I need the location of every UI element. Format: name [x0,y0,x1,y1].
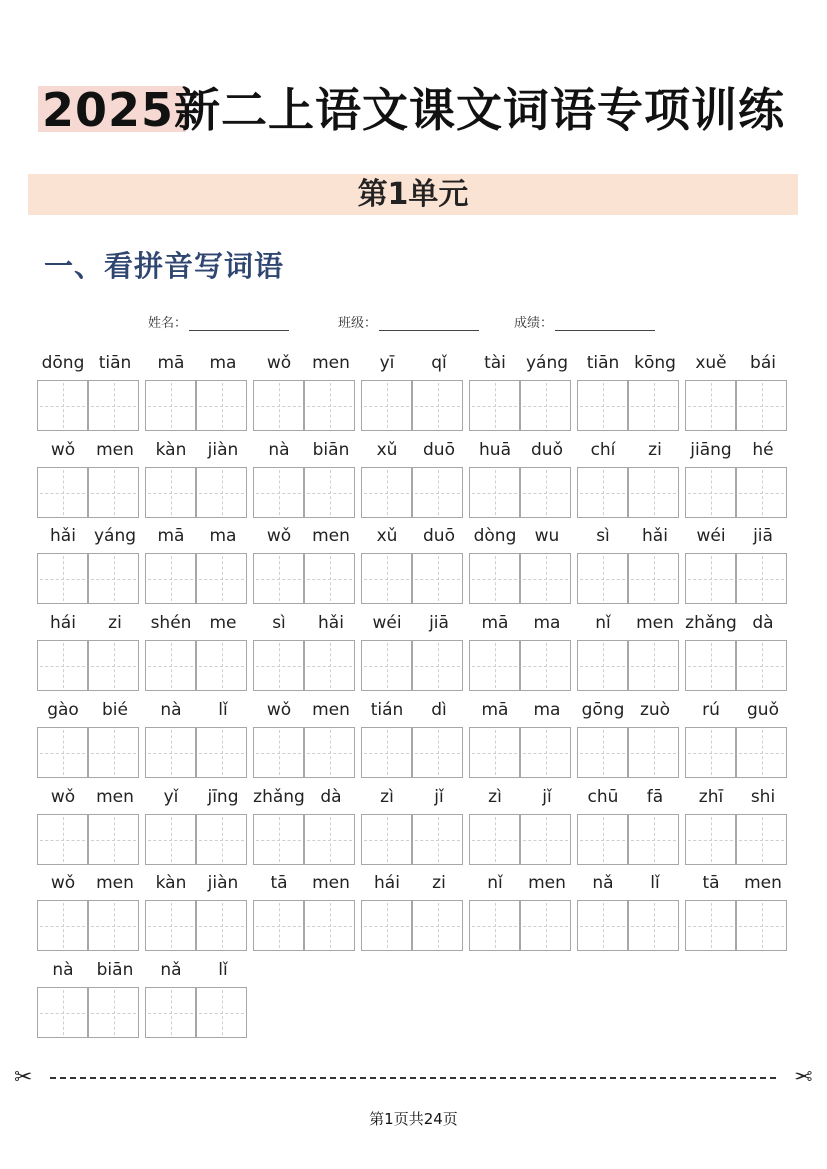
pinyin-syllable: jīng [207,787,239,807]
pinyin-syllable: yī [379,353,395,373]
writing-cell[interactable] [196,640,247,691]
pinyin-syllable: biān [96,960,134,980]
writing-cell[interactable] [253,900,304,951]
writing-cell[interactable] [145,900,196,951]
pinyin-syllable: tā [270,873,288,893]
pinyin-syllable: zuò [639,700,671,720]
pinyin-syllable: sì [272,613,286,633]
pinyin-syllable: zi [108,613,122,633]
pinyin-syllable: qǐ [431,353,447,373]
writing-cell[interactable] [37,814,88,865]
writing-cell[interactable] [520,727,571,778]
pinyin-syllable: rú [702,700,720,720]
pinyin-syllable: sì [596,526,610,546]
writing-cell[interactable] [304,640,355,691]
pinyin-syllable: nǎ [160,960,182,980]
writing-cell[interactable] [685,727,736,778]
pinyin-syllable: tián [370,700,404,720]
pinyin-syllable: gào [47,700,79,720]
writing-cell[interactable] [469,467,520,518]
writing-cell[interactable] [520,553,571,604]
writing-cell[interactable] [253,467,304,518]
pinyin-syllable: bái [750,353,776,373]
writing-cell[interactable] [628,380,679,431]
writing-cell[interactable] [88,814,139,865]
pinyin-syllable: kōng [634,353,676,373]
pinyin-syllable: mā [157,526,185,546]
writing-cell[interactable] [412,900,463,951]
writing-cell[interactable] [361,467,412,518]
writing-cell[interactable] [577,380,628,431]
pinyin-syllable: men [312,353,350,373]
writing-cell[interactable] [412,640,463,691]
writing-cell[interactable] [88,900,139,951]
writing-cell[interactable] [736,814,787,865]
pinyin-syllable: gōng [581,700,625,720]
pinyin-syllable: wéi [372,613,402,633]
pinyin-syllable: duō [423,440,455,460]
writing-cell[interactable] [361,900,412,951]
writing-cell[interactable] [628,640,679,691]
writing-cell[interactable] [469,553,520,604]
pinyin-syllable: men [636,613,674,633]
writing-cell[interactable] [628,467,679,518]
dashed-cut-line [50,1077,776,1079]
writing-cell[interactable] [37,380,88,431]
pinyin-syllable: ma [533,700,561,720]
pinyin-syllable: wǒ [50,440,76,460]
writing-cell[interactable] [736,553,787,604]
writing-cell[interactable] [88,380,139,431]
pinyin-syllable: dà [320,787,342,807]
pinyin-syllable: lǐ [650,873,660,893]
writing-cell[interactable] [736,727,787,778]
pinyin-syllable: men [96,787,134,807]
pinyin-syllable: mā [481,700,509,720]
writing-cell[interactable] [628,900,679,951]
writing-cell[interactable] [469,640,520,691]
writing-cell[interactable] [253,727,304,778]
writing-cell[interactable] [628,553,679,604]
pinyin-syllable: jiā [753,526,773,546]
pinyin-syllable: tiān [98,353,132,373]
pinyin-syllable: fā [646,787,664,807]
pinyin-syllable: wǒ [266,353,292,373]
pinyin-syllable: wǒ [50,873,76,893]
unit-label: 第1单元 [357,177,469,212]
pinyin-syllable: nǐ [487,873,503,893]
pinyin-syllable: kàn [155,440,187,460]
pinyin-syllable: wǒ [266,700,292,720]
writing-cell[interactable] [196,467,247,518]
pinyin-syllable: nǎ [592,873,614,893]
writing-cell[interactable] [88,467,139,518]
writing-cell[interactable] [37,553,88,604]
pinyin-syllable: chí [590,440,616,460]
scissors-icon: ✂ [793,1065,812,1090]
writing-cell[interactable] [361,553,412,604]
pinyin-syllable: men [744,873,782,893]
pinyin-syllable: hái [374,873,400,893]
writing-cell[interactable] [145,553,196,604]
pinyin-syllable: zì [380,787,394,807]
pinyin-syllable: wǒ [50,787,76,807]
pinyin-syllable: men [312,526,350,546]
pinyin-syllable: men [312,700,350,720]
writing-cell[interactable] [736,900,787,951]
pinyin-syllable: biān [312,440,350,460]
pinyin-syllable: jiàn [207,873,239,893]
pinyin-syllable: jiāng [690,440,732,460]
writing-cell[interactable] [469,900,520,951]
writing-cell[interactable] [736,380,787,431]
writing-cell[interactable] [412,467,463,518]
writing-cell[interactable] [577,467,628,518]
writing-cell[interactable] [628,727,679,778]
pinyin-syllable: zi [432,873,446,893]
pinyin-syllable: nǐ [595,613,611,633]
title-text: 二上语文课文词语专项训练 [221,83,786,137]
writing-cell[interactable] [304,553,355,604]
writing-cell[interactable] [304,727,355,778]
writing-cell[interactable] [37,987,88,1038]
pinyin-syllable: zhǎng [685,613,737,633]
pinyin-syllable: men [96,440,134,460]
writing-cell[interactable] [361,640,412,691]
name-label: 姓名： [148,316,188,331]
pinyin-syllable: nà [160,700,182,720]
pinyin-syllable: nà [52,960,74,980]
pinyin-syllable: jiàn [207,440,239,460]
pinyin-syllable: bié [102,700,128,720]
pinyin-syllable: duō [423,526,455,546]
writing-cell[interactable] [520,900,571,951]
pinyin-syllable: wǒ [266,526,292,546]
writing-cell[interactable] [37,640,88,691]
writing-cell[interactable] [685,553,736,604]
pinyin-syllable: hǎi [642,526,668,546]
writing-cell[interactable] [469,814,520,865]
writing-cell[interactable] [196,987,247,1038]
writing-cell[interactable] [88,553,139,604]
writing-cell[interactable] [196,553,247,604]
score-label: 成绩： [514,316,554,331]
writing-cell[interactable] [577,900,628,951]
writing-cell[interactable] [37,900,88,951]
writing-cell[interactable] [304,814,355,865]
writing-cell[interactable] [685,380,736,431]
writing-cell[interactable] [685,814,736,865]
pinyin-syllable: tài [484,353,506,373]
writing-cell[interactable] [577,727,628,778]
writing-cell[interactable] [196,900,247,951]
writing-cell[interactable] [412,814,463,865]
pinyin-syllable: me [209,613,237,633]
writing-cell[interactable] [145,727,196,778]
pinyin-syllable: chū [587,787,619,807]
pinyin-syllable: xǔ [376,526,398,546]
pinyin-syllable: huā [479,440,511,460]
writing-cell[interactable] [196,814,247,865]
writing-cell[interactable] [253,814,304,865]
writing-cell[interactable] [196,727,247,778]
pinyin-syllable: xǔ [376,440,398,460]
pinyin-syllable: zi [648,440,662,460]
writing-cell[interactable] [361,380,412,431]
pinyin-syllable: lǐ [218,960,228,980]
pinyin-syllable: ma [209,526,237,546]
writing-cell[interactable] [145,987,196,1038]
writing-cell[interactable] [253,640,304,691]
pinyin-syllable: hái [50,613,76,633]
section-heading: 一、看拼音写词语 [44,249,285,283]
pinyin-syllable: hé [752,440,774,460]
writing-cell[interactable] [37,727,88,778]
writing-cell[interactable] [304,380,355,431]
pinyin-syllable: shi [750,787,776,807]
writing-cell[interactable] [88,727,139,778]
writing-cell[interactable] [520,640,571,691]
pinyin-syllable: dōng [41,353,85,373]
writing-cell[interactable] [520,467,571,518]
pinyin-syllable: yáng [93,526,137,546]
writing-cell[interactable] [145,380,196,431]
writing-cell[interactable] [88,640,139,691]
class-label: 班级： [338,316,378,331]
writing-cell[interactable] [412,553,463,604]
title-year: 2025新 [41,83,222,137]
page-number: 第1页共24页 [369,1110,458,1128]
pinyin-syllable: wu [534,526,560,546]
pinyin-syllable: xuě [695,353,727,373]
pinyin-syllable: yáng [525,353,569,373]
pinyin-syllable: tā [702,873,720,893]
writing-cell[interactable] [628,814,679,865]
pinyin-syllable: zì [488,787,502,807]
writing-cell[interactable] [361,814,412,865]
pinyin-syllable: jǐ [434,787,444,807]
pinyin-syllable: wéi [696,526,726,546]
writing-cell[interactable] [736,467,787,518]
pinyin-syllable: duǒ [531,440,563,460]
writing-cell[interactable] [685,640,736,691]
writing-cell[interactable] [685,900,736,951]
cut-line [14,1066,812,1090]
pinyin-syllable: dòng [473,526,517,546]
pinyin-syllable: dà [752,613,774,633]
pinyin-syllable: hǎi [50,526,76,546]
pinyin-syllable: men [96,873,134,893]
pinyin-syllable: jiā [429,613,449,633]
writing-cell[interactable] [253,553,304,604]
writing-cell[interactable] [304,467,355,518]
writing-cell[interactable] [685,467,736,518]
writing-cell[interactable] [736,640,787,691]
pinyin-syllable: zhī [698,787,724,807]
writing-cell[interactable] [520,380,571,431]
writing-cell[interactable] [37,467,88,518]
writing-cell[interactable] [304,900,355,951]
writing-cell[interactable] [253,380,304,431]
writing-cell[interactable] [145,467,196,518]
pinyin-syllable: tiān [586,353,620,373]
writing-cell[interactable] [577,814,628,865]
pinyin-syllable: mā [157,353,185,373]
pinyin-syllable: ma [533,613,561,633]
pinyin-syllable: ma [209,353,237,373]
writing-cell[interactable] [520,814,571,865]
writing-cell[interactable] [412,380,463,431]
writing-cell[interactable] [88,987,139,1038]
writing-cell[interactable] [577,640,628,691]
pinyin-syllable: mā [481,613,509,633]
pinyin-syllable: yǐ [163,787,179,807]
writing-cell[interactable] [469,380,520,431]
pinyin-syllable: jǐ [542,787,552,807]
writing-cell[interactable] [412,727,463,778]
pinyin-syllable: men [528,873,566,893]
pinyin-syllable: hǎi [318,613,344,633]
pinyin-syllable: men [312,873,350,893]
scissors-icon: ✂ [14,1065,33,1090]
pinyin-syllable: dì [431,700,447,720]
pinyin-syllable: kàn [155,873,187,893]
pinyin-syllable: nà [268,440,290,460]
writing-cell[interactable] [361,727,412,778]
pinyin-syllable: zhǎng [253,787,305,807]
pinyin-syllable: guǒ [747,700,779,720]
writing-cell[interactable] [145,814,196,865]
writing-cell[interactable] [196,380,247,431]
writing-cell[interactable] [145,640,196,691]
writing-cell[interactable] [469,727,520,778]
pinyin-syllable: lǐ [218,700,228,720]
writing-cell[interactable] [577,553,628,604]
pinyin-syllable: shén [150,613,192,633]
